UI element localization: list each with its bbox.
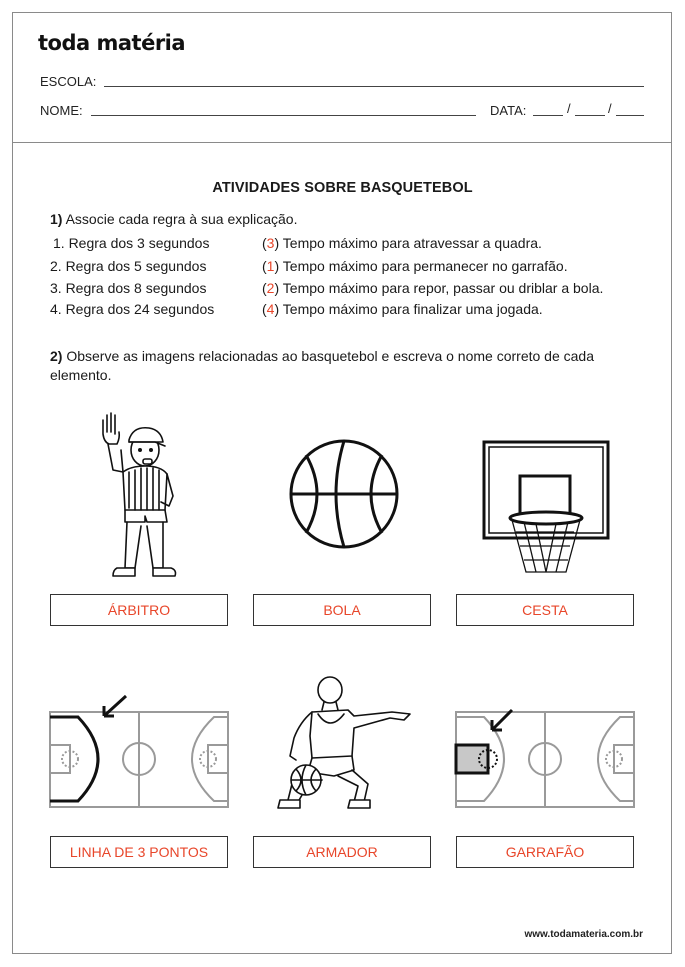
date-year-field[interactable] [616,115,644,116]
date-month-field[interactable] [575,115,605,116]
paren-close: ) [274,258,280,274]
basket-hoop-icon [482,440,610,578]
answer-box[interactable]: GARRAFÃO [456,836,634,868]
question-2 [50,347,630,385]
question-1-number: 1) [50,211,63,227]
logo: toda matéria [38,31,186,55]
answer-box[interactable]: CESTA [456,594,634,626]
point-guard-illustration [272,676,417,810]
date-day-field[interactable] [533,115,563,116]
paren-open: ( [262,280,267,296]
paren-open: ( [262,235,267,251]
answer-number[interactable]: 3 [266,235,275,251]
explanation-text: Tempo máximo para repor, passar ou driblar a bola. [279,280,604,296]
explanation-item [262,235,542,251]
nome-label: NOME: [40,103,83,118]
answer-box[interactable]: BOLA [253,594,431,626]
answer-number[interactable]: 1 [266,258,275,274]
escola-label: ESCOLA: [40,74,97,89]
answer-number[interactable]: 4 [266,301,275,317]
nome-field[interactable] [91,115,476,116]
question-1 [50,210,298,229]
question-2-number: 2) [50,348,63,364]
rule-item: 2. Regra dos 5 segundos [50,258,207,274]
explanation-text: Tempo máximo para atravessar a quadra. [279,235,542,251]
court-three-point-illustration [48,692,230,810]
answer-box[interactable]: ARMADOR [253,836,431,868]
question-1-prompt: Associe cada regra à sua explicação. [65,211,298,227]
paren-close: ) [274,301,280,317]
question-2-prompt: Observe as imagens relacionadas ao basquetebol e escreva o nome correto de cada elemento. [50,348,594,383]
footer-url: www.todamateria.com.br [524,929,643,940]
explanation-item [262,280,603,296]
explanation-item [262,258,568,274]
answer-box[interactable]: ÁRBITRO [50,594,228,626]
court-paint-illustration [454,692,636,810]
answer-box[interactable]: LINHA DE 3 PONTOS [50,836,228,868]
rule-item: 4. Regra dos 24 segundos [50,301,215,317]
explanation-text: Tempo máximo para finalizar uma jogada. [279,301,543,317]
header-divider [12,142,672,143]
paren-open: ( [262,301,267,317]
answer-number[interactable]: 2 [266,280,275,296]
data-label: DATA: [490,103,527,118]
referee-illustration [95,410,180,580]
explanation-item [262,301,543,317]
paren-open: ( [262,258,267,274]
explanation-text: Tempo máximo para permanecer no garrafão. [279,258,568,274]
date-separator: / [608,101,612,116]
paren-close: ) [274,235,280,251]
page-title: ATIVIDADES SOBRE BASQUETEBOL [212,180,473,196]
escola-field[interactable] [104,86,644,87]
rule-item: 1. Regra dos 3 segundos [53,235,210,251]
date-separator: / [567,101,571,116]
paren-close: ) [274,280,280,296]
basketball-icon [288,438,400,550]
rule-item: 3. Regra dos 8 segundos [50,280,207,296]
